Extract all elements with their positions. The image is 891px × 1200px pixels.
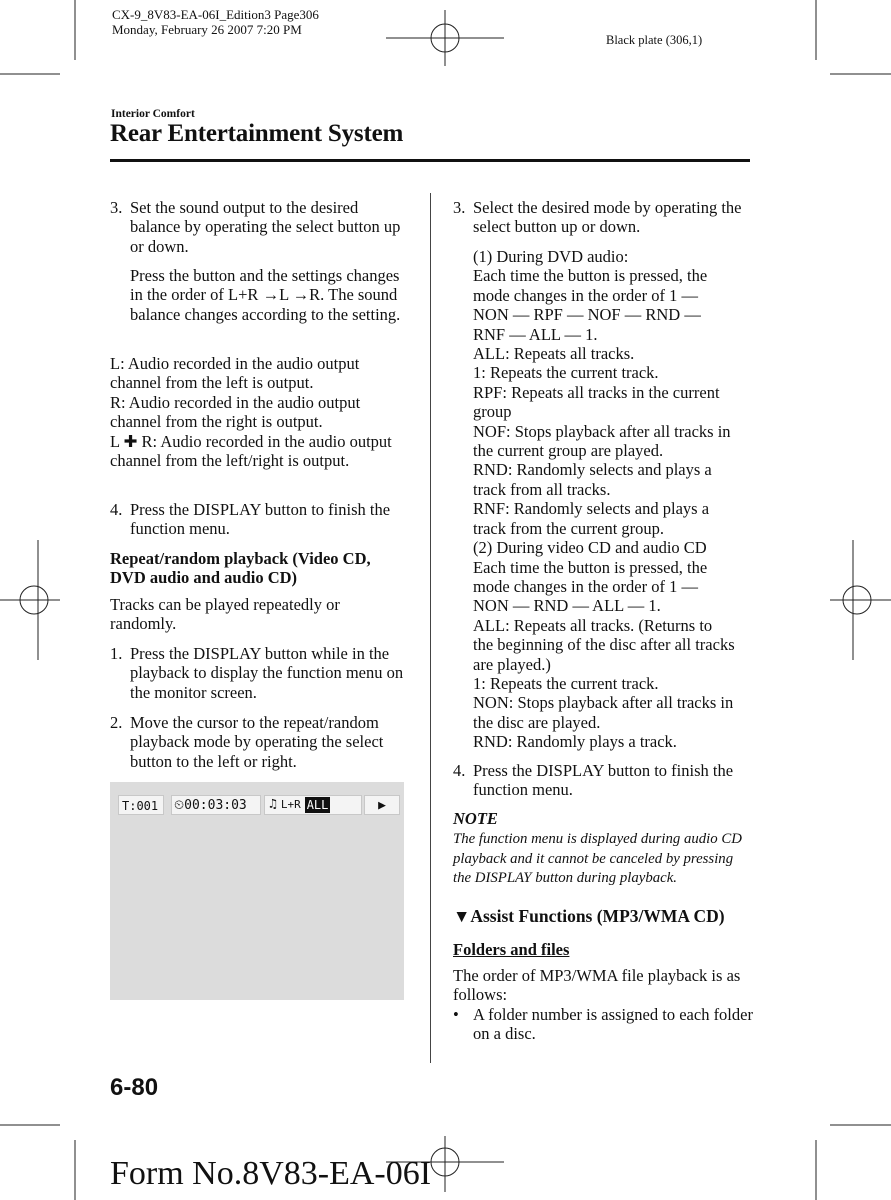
function-menu-strip (116, 795, 398, 817)
elapsed-time: ⏲00:03:03 (171, 795, 261, 815)
form-number: Form No.8V83-EA-06I (110, 1155, 432, 1192)
step-text: Set the sound output to the desired balance by operating the select button up or down. (130, 198, 401, 256)
mode-line: mode changes in the order of 1 — (473, 576, 698, 596)
repeat-step-2 (110, 713, 410, 771)
step-number: 3. (110, 198, 123, 217)
mode-line: NON: Stops playback after all tracks in (473, 693, 734, 713)
mode-line: track from the current group. (473, 518, 665, 538)
lr-both-explanation: L ✚ R: Audio recorded in the audio output channel from the left/right is output. (110, 432, 392, 471)
sound-mode-group (264, 795, 362, 815)
mode-line: NOF: Stops playback after all tracks in (473, 421, 731, 441)
plate-label: Black plate (306,1) (606, 33, 703, 47)
mode-line: the beginning of the disc after all tracks (473, 635, 735, 655)
mode-line: are played.) (473, 654, 551, 674)
note-title: NOTE (453, 809, 498, 828)
repeat-all-badge: ALL (306, 798, 329, 812)
print-info-line1: CX-9_8V83-EA-06I_Edition3 Page306 (112, 7, 319, 22)
step-number: 3. (453, 198, 466, 217)
step-4-right (453, 761, 753, 800)
bullet-dot-icon: • (453, 1005, 459, 1024)
lr-left-explanation: L: Audio recorded in the audio output channel from the left is output. (110, 354, 360, 393)
repeat-random-intro: Tracks can be played repeatedly or randomly. (110, 595, 340, 634)
bullet-item (453, 1005, 753, 1044)
mode-line: (1) During DVD audio: (473, 247, 629, 266)
folders-intro: The order of MP3/WMA file playback is as follows: (453, 966, 741, 1005)
step-4-left (110, 500, 410, 539)
step-number: 4. (110, 500, 123, 519)
repeat-random-heading: Repeat/random playback (Video CD, DVD audio and audio CD) (110, 549, 371, 588)
track-indicator: T:001 (118, 795, 164, 815)
mode-line: 1: Repeats the current track. (473, 673, 659, 693)
step-text: Press the DISPLAY button while in the playback to display the function menu on the monitor screen. (130, 644, 404, 702)
step-number: 1. (110, 644, 123, 663)
audio-channel-label: L+R (280, 798, 301, 811)
assist-functions-heading: ▼Assist Functions (MP3/WMA CD) (453, 906, 725, 926)
lr-right-explanation: R: Audio recorded in the audio output channel from the right is output. (110, 393, 361, 432)
mode-description-lines (473, 247, 763, 752)
mode-line: NON — RND — ALL — 1. (473, 596, 661, 616)
step-text: Move the cursor to the repeat/random playback mode by operating the select button to the left or right. (130, 713, 384, 771)
page-number: 6-80 (110, 1074, 159, 1101)
section-label: Interior Comfort (111, 108, 195, 120)
mode-line: mode changes in the order of 1 — (473, 285, 698, 305)
mode-line: RNF: Randomly selects and plays a (473, 499, 710, 519)
mode-line: ALL: Repeats all tracks. (473, 344, 635, 364)
step-text: Press the DISPLAY button to finish the function menu. (130, 500, 391, 539)
mode-line: 1: Repeats the current track. (473, 363, 659, 383)
step-text: Press the DISPLAY button to finish the function menu. (473, 761, 734, 800)
mode-line: RND: Randomly selects and plays a (473, 460, 712, 480)
monitor-screen-illustration (110, 782, 404, 1000)
music-note-icon: ♫ (269, 797, 277, 812)
play-icon: ▶ (364, 795, 400, 815)
mode-line: group (473, 402, 512, 422)
mode-line: RPF: Repeats all tracks in the current (473, 382, 720, 402)
repeat-step-1 (110, 644, 410, 702)
step-3-detail: Press the button and the settings changes in the order of L+R →L →R. The sound balance changes according to the setting. (130, 266, 401, 324)
print-info-line2: Monday, February 26 2007 7:20 PM (112, 22, 302, 37)
mode-line: Each time the button is pressed, the (473, 266, 708, 286)
mode-line: the disc are played. (473, 712, 601, 732)
mode-line: ALL: Repeats all tracks. (Returns to (473, 615, 713, 635)
column-divider (430, 193, 431, 1063)
print-info (112, 7, 319, 37)
step-text: Select the desired mode by operating the select button up or down. (473, 198, 742, 237)
folders-files-heading: Folders and files (453, 940, 570, 959)
mode-line: RNF — ALL — 1. (473, 324, 598, 344)
mode-line: the current group are played. (473, 441, 664, 461)
mode-line: NON — RPF — NOF — RND — (473, 305, 701, 325)
page-title: Rear Entertainment System (110, 120, 404, 147)
step-number: 4. (453, 761, 466, 780)
step-3-left (110, 198, 410, 256)
mode-line: (2) During video CD and audio CD (473, 538, 707, 558)
step-number: 2. (110, 713, 123, 732)
step-3-right (453, 198, 753, 237)
mode-line: track from all tracks. (473, 479, 611, 499)
bullet-text: A folder number is assigned to each folder on a disc. (473, 1005, 753, 1044)
mode-line: RND: Randomly plays a track. (473, 732, 677, 752)
note-body: The function menu is displayed during audio CD playback and it cannot be canceled by pressing the DISPLAY button during playback. (453, 831, 742, 886)
mode-line: Each time the button is pressed, the (473, 557, 708, 577)
title-rule (110, 159, 750, 162)
